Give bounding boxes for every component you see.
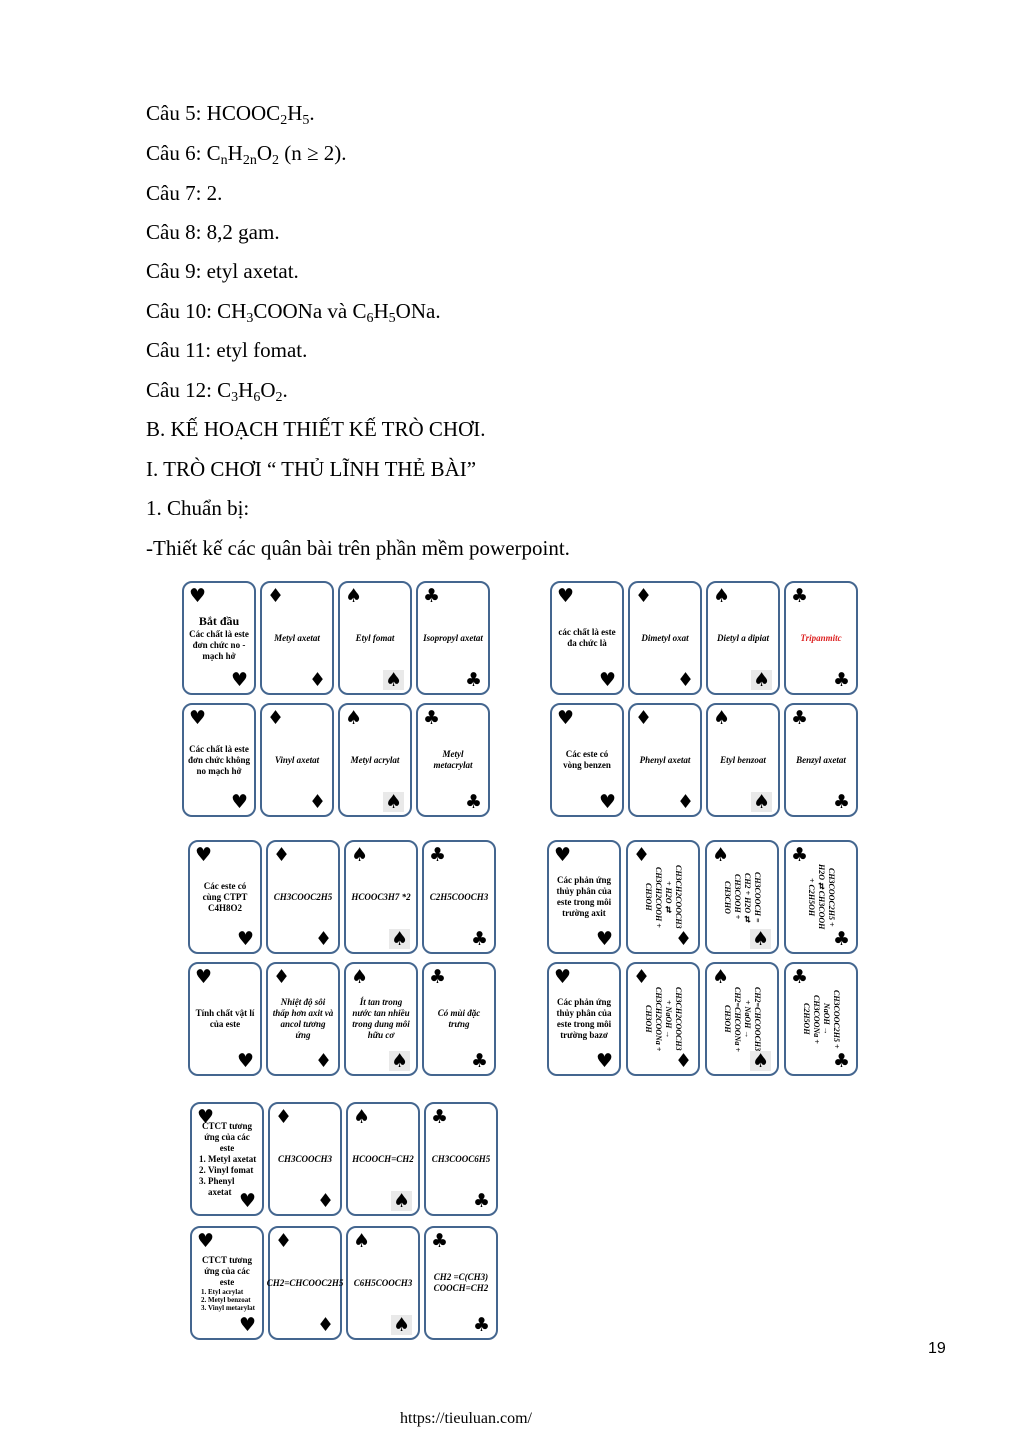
- card-text: HCOOCH=CH2: [352, 1153, 414, 1164]
- section-b-heading: B. KẾ HOẠCH THIẾT KẾ TRÒ CHƠI.: [146, 417, 486, 441]
- card-list: [196, 1154, 258, 1198]
- card-club: [416, 581, 490, 695]
- card-spade: [338, 581, 412, 695]
- answer-8: Câu 8: 8,2 gam.: [146, 220, 280, 244]
- footer-url: https://tieuluan.com/: [400, 1410, 532, 1427]
- card-text: Etyl benzoat: [720, 754, 766, 765]
- club-icon: ♣: [791, 585, 809, 607]
- card-heart: [188, 962, 262, 1076]
- card-diamond: [260, 703, 334, 817]
- spade-icon: ♠: [390, 928, 408, 950]
- card-list-item: 3. Phenyl axetat: [208, 1176, 258, 1198]
- card-text: CH3COOC2H5 + H2O ⇄ CH3COOH + C2H5OH: [807, 864, 836, 930]
- diamond-icon: ♦: [275, 1230, 293, 1252]
- card-spade: [705, 962, 779, 1076]
- answer-11: Câu 11: etyl fomat.: [146, 338, 308, 362]
- card-heart: [190, 1102, 264, 1216]
- spade-icon: ♠: [392, 1314, 410, 1336]
- heart-icon: ♥: [554, 844, 572, 866]
- diamond-icon: ♦: [676, 791, 694, 813]
- card-list-item: 1. Etyl acrylat: [208, 1288, 258, 1296]
- card-text: Ít tan trong nước tan nhiều trong dung môi hữu cơ: [352, 997, 410, 1040]
- card-diamond: [268, 1102, 342, 1216]
- card-diamond: [628, 581, 702, 695]
- prep-heading: 1. Chuẩn bị:: [146, 496, 250, 520]
- answer-12: Câu 12: $C_3H_6O_2$.: [146, 378, 288, 405]
- card-text: Phenyl axetat: [639, 754, 691, 765]
- club-icon: ♣: [431, 1106, 449, 1128]
- card-text: [196, 1250, 258, 1316]
- card-text: Tính chất vật lí của este: [195, 1008, 255, 1029]
- card-list-item: 3. Vinyl metarylat: [208, 1304, 258, 1312]
- card-diamond: [266, 962, 340, 1076]
- page-number: 19: [928, 1340, 946, 1357]
- card-diamond: [626, 962, 700, 1076]
- card-text: CH3COOC2H5 + NaOH → CH3COONa + C2H5OH: [802, 989, 841, 1049]
- card-text: Tripanmitc: [800, 632, 842, 643]
- heart-icon: ♥: [557, 707, 575, 729]
- card-heart: [547, 962, 621, 1076]
- diamond-icon: ♦: [633, 844, 651, 866]
- card-title: CTCT tương ứng của các este: [202, 1120, 252, 1153]
- spade-icon: ♠: [384, 669, 402, 691]
- club-icon: ♣: [472, 1314, 490, 1336]
- card-list: [196, 1288, 258, 1312]
- card-text: Các este có vòng benzen: [563, 749, 611, 770]
- spade-icon: ♠: [392, 1190, 410, 1212]
- card-body: Các chất là este đơn chức no - mạch hở: [189, 629, 249, 661]
- card-club: [784, 840, 858, 954]
- heart-icon: ♥: [595, 1050, 613, 1072]
- diamond-icon: ♦: [316, 1314, 334, 1336]
- card-text: [196, 1120, 258, 1197]
- spade-icon: ♠: [751, 928, 769, 950]
- card-club: [424, 1226, 498, 1340]
- card-text: CH2=CHCOOCH3 + NaOH → CH2=CHCOONa + CH3OH: [723, 986, 762, 1052]
- heart-icon: ♥: [197, 1106, 215, 1128]
- card-spade: [705, 840, 779, 954]
- heart-icon: ♥: [197, 1230, 215, 1252]
- spade-icon: ♠: [390, 1050, 408, 1072]
- club-icon: ♣: [832, 928, 850, 950]
- answer-7: Câu 7: 2.: [146, 181, 223, 205]
- club-icon: ♣: [464, 669, 482, 691]
- spade-icon: ♠: [712, 844, 730, 866]
- card-text: Nhiệt độ sôi thấp hơn axit và ancol tương ứng: [272, 997, 334, 1040]
- heart-icon: ♥: [554, 966, 572, 988]
- card-text: CH3CH2COOCH3 + H2O ⇄ CH3CH2COOH + CH3OH: [644, 865, 683, 929]
- spade-icon: ♠: [384, 791, 402, 813]
- card-text: CH3COOC2H5: [273, 891, 333, 902]
- club-icon: ♣: [423, 707, 441, 729]
- answer-10: Câu 10: $CH_3COONa$ và $C_6H_5ONa$.: [146, 299, 441, 326]
- club-icon: ♣: [832, 669, 850, 691]
- heart-icon: ♥: [230, 669, 248, 691]
- card-text: Có mùi đặc trưng: [437, 1008, 481, 1029]
- spade-icon: ♠: [751, 1050, 769, 1072]
- spade-icon: ♠: [351, 844, 369, 866]
- heart-icon: ♥: [557, 585, 575, 607]
- spade-icon: ♠: [345, 585, 363, 607]
- card-text: CH2=CHCOOC2H5: [266, 1277, 344, 1288]
- card-text: Các phản ứng thủy phân của este trong môi trường bazơ: [556, 997, 612, 1040]
- club-icon: ♣: [791, 844, 809, 866]
- card-diamond: [266, 840, 340, 954]
- card-title: CTCT tương ứng của các este: [202, 1254, 252, 1287]
- heart-icon: ♥: [238, 1190, 256, 1212]
- card-club: [424, 1102, 498, 1216]
- club-icon: ♣: [429, 844, 447, 866]
- diamond-icon: ♦: [273, 844, 291, 866]
- answer-6: Câu 6: $C_nH_{2n}O_2$ (n ≥ 2).: [146, 141, 347, 168]
- card-spade: [344, 962, 418, 1076]
- card-text: CH3CH2COOCH3 + NaOH → CH3CH2COONa + CH3OH: [644, 986, 683, 1052]
- card-diamond: [628, 703, 702, 817]
- card-heart: [190, 1226, 264, 1340]
- diamond-icon: ♦: [635, 707, 653, 729]
- heart-icon: ♥: [595, 928, 613, 950]
- diamond-icon: ♦: [633, 966, 651, 988]
- spade-icon: ♠: [713, 707, 731, 729]
- spade-icon: ♠: [345, 707, 363, 729]
- card-text: [188, 605, 250, 671]
- club-icon: ♣: [472, 1190, 490, 1212]
- card-diamond: [626, 840, 700, 954]
- card-spade: [338, 703, 412, 817]
- card-heart: [550, 581, 624, 695]
- club-icon: ♣: [832, 791, 850, 813]
- card-heart: [182, 581, 256, 695]
- spade-icon: ♠: [351, 966, 369, 988]
- heart-icon: ♥: [195, 966, 213, 988]
- card-text: Các chất là este đơn chức không no mạch hở: [188, 743, 250, 776]
- club-icon: ♣: [431, 1230, 449, 1252]
- diamond-icon: ♦: [308, 669, 326, 691]
- club-icon: ♣: [832, 1050, 850, 1072]
- spade-icon: ♠: [713, 585, 731, 607]
- card-text: các chất là este đa chức là: [558, 627, 616, 648]
- diamond-icon: ♦: [674, 928, 692, 950]
- spade-icon: ♠: [712, 966, 730, 988]
- heart-icon: ♥: [189, 707, 207, 729]
- diamond-icon: ♦: [314, 928, 332, 950]
- card-club: [784, 703, 858, 817]
- club-icon: ♣: [470, 1050, 488, 1072]
- card-heart: [550, 703, 624, 817]
- card-spade: [706, 581, 780, 695]
- spade-icon: ♠: [752, 669, 770, 691]
- club-icon: ♣: [791, 707, 809, 729]
- club-icon: ♣: [423, 585, 441, 607]
- card-text: Metyl acrylat: [350, 754, 400, 765]
- diamond-icon: ♦: [275, 1106, 293, 1128]
- card-text: Các phản ứng thủy phân của este trong môi trường axit: [556, 875, 612, 918]
- card-text: Dimetyl oxat: [641, 632, 689, 643]
- card-text: Metyl metacrylat: [433, 749, 473, 770]
- card-text: C2H5COOCH3: [429, 891, 489, 902]
- heart-icon: ♥: [598, 669, 616, 691]
- club-icon: ♣: [464, 791, 482, 813]
- diamond-icon: ♦: [267, 585, 285, 607]
- section-i-heading: I. TRÒ CHƠI “ THỦ LĨNH THẺ BÀI”: [146, 457, 477, 481]
- card-text: CH2 =C(CH3) COOCH=CH2: [433, 1272, 489, 1293]
- diamond-icon: ♦: [308, 791, 326, 813]
- card-text: Metyl axetat: [274, 632, 320, 643]
- card-heart: [547, 840, 621, 954]
- card-text: Benzyl axetat: [796, 754, 846, 765]
- diamond-icon: ♦: [267, 707, 285, 729]
- diamond-icon: ♦: [676, 669, 694, 691]
- diamond-icon: ♦: [316, 1190, 334, 1212]
- club-icon: ♣: [470, 928, 488, 950]
- card-diamond: [260, 581, 334, 695]
- design-note: -Thiết kế các quân bài trên phần mềm powerpoint.: [146, 536, 570, 560]
- card-diamond: [268, 1226, 342, 1340]
- card-text: C6H5COOCH3: [353, 1277, 413, 1288]
- answer-5: Câu 5: $HCOOC_2H_5$.: [146, 101, 315, 128]
- card-text: CH3COOCH = CH2 + H2O ⇄ CH3COOH + CH3CHO: [723, 871, 762, 923]
- diamond-icon: ♦: [314, 1050, 332, 1072]
- diamond-icon: ♦: [674, 1050, 692, 1072]
- club-icon: ♣: [429, 966, 447, 988]
- card-spade: [344, 840, 418, 954]
- card-text: Các este có cùng CTPT C4H8O2: [202, 880, 248, 913]
- diamond-icon: ♦: [273, 966, 291, 988]
- heart-icon: ♥: [598, 791, 616, 813]
- card-list-item: 2. Vinyl fomat: [208, 1165, 258, 1176]
- card-spade: [346, 1102, 420, 1216]
- card-spade: [346, 1226, 420, 1340]
- card-text: Vinyl axetat: [274, 754, 320, 765]
- heart-icon: ♥: [238, 1314, 256, 1336]
- heart-icon: ♥: [189, 585, 207, 607]
- heart-icon: ♥: [230, 791, 248, 813]
- card-list-item: 2. Metyl benzoat: [208, 1296, 258, 1304]
- answer-9: Câu 9: etyl axetat.: [146, 259, 299, 283]
- card-club: [784, 581, 858, 695]
- card-club: [422, 962, 496, 1076]
- heart-icon: ♥: [236, 928, 254, 950]
- card-heart: [182, 703, 256, 817]
- club-icon: ♣: [791, 966, 809, 988]
- card-text: Isopropyl axetat: [423, 632, 483, 643]
- card-list-item: 1. Metyl axetat: [208, 1154, 258, 1165]
- card-club: [416, 703, 490, 817]
- card-club: [784, 962, 858, 1076]
- heart-icon: ♥: [195, 844, 213, 866]
- spade-icon: ♠: [752, 791, 770, 813]
- card-text: CH3COOC6H5: [431, 1153, 491, 1164]
- card-text: CH3COOCH3: [277, 1153, 332, 1164]
- card-club: [422, 840, 496, 954]
- diamond-icon: ♦: [635, 585, 653, 607]
- card-heart: [188, 840, 262, 954]
- card-title: Bắt đầu: [198, 614, 240, 628]
- card-spade: [706, 703, 780, 817]
- card-text: HCOOC3H7 *2: [351, 891, 411, 902]
- heart-icon: ♥: [236, 1050, 254, 1072]
- spade-icon: ♠: [353, 1106, 371, 1128]
- card-text: Etyl fomat: [355, 632, 395, 643]
- spade-icon: ♠: [353, 1230, 371, 1252]
- card-text: Dietyl a dipiat: [717, 632, 769, 643]
